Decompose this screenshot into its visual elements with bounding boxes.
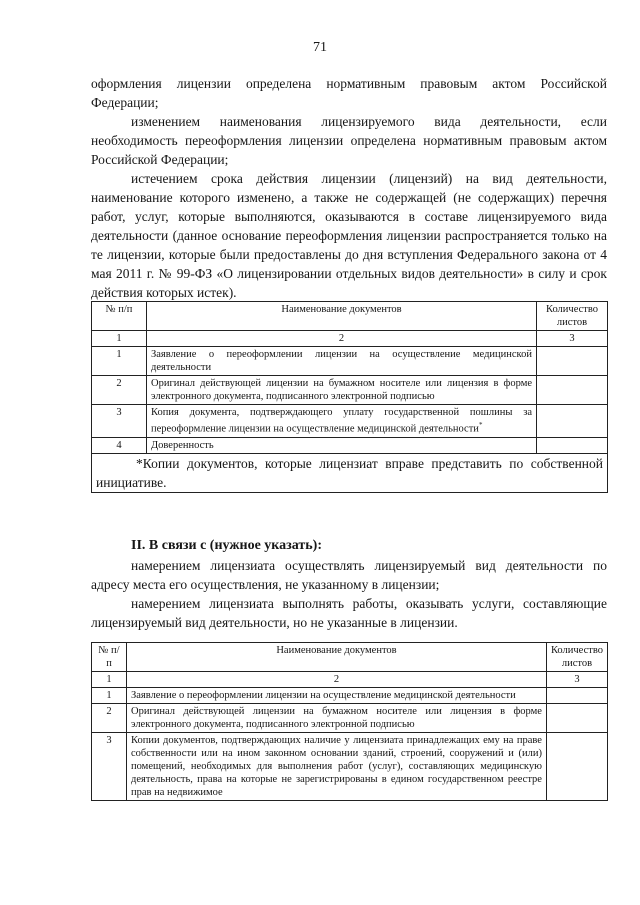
documents-table-1 <box>91 301 608 493</box>
table-row <box>92 688 608 704</box>
row-number: 1 <box>92 347 147 376</box>
column-header-documents: Наименование документов <box>127 643 547 672</box>
sheets-count <box>546 704 607 733</box>
table-row <box>92 376 608 405</box>
table-row <box>92 347 608 376</box>
column-header-sheets: Количество листов <box>546 643 607 672</box>
column-header-sheets: Количество листов <box>537 302 608 331</box>
table-header-row <box>92 643 608 672</box>
sheets-count <box>546 733 607 801</box>
paragraph-rename-activity: изменением наименования лицензируемого вида деятельности, если необходимость переоформления лицензии определена нормативным правовым актом Российской Федерации; <box>91 114 607 167</box>
column-header-number: № п/п <box>92 302 147 331</box>
sheets-count <box>537 347 608 376</box>
numbering-cell: 3 <box>546 672 607 688</box>
section-heading: II. В связи с (нужное указать): <box>131 538 323 553</box>
document-name: Заявление о переоформлении лицензии на осуществление медицинской деятельности <box>147 347 537 376</box>
document-name-text: Копия документа, подтверждающего уплату государственной пошлины за переоформление лицензии на осуществление медицинской деятельности <box>151 407 532 435</box>
sheets-count <box>546 688 607 704</box>
table-numbering-row <box>92 672 608 688</box>
numbering-cell: 2 <box>147 331 537 347</box>
row-number: 1 <box>92 688 127 704</box>
row-number: 4 <box>92 437 147 453</box>
sheets-count <box>537 405 608 438</box>
document-name: Доверенность <box>147 437 537 453</box>
footnote-text: *Копии документов, которые лицензиат вправе представить по собственной инициативе. <box>92 453 608 492</box>
table-header-row <box>92 302 608 331</box>
table-numbering-row <box>92 331 608 347</box>
footnote-marker: * <box>478 421 483 429</box>
paragraph-license-expiry: истечением срока действия лицензии (лицензий) на вид деятельности, наименование которого изменено, а также не содержащей (не содержащих) перечня работ, услуг, которые выполняются, оказываются в составе лицензируемого вида деятельности (данное основание переоформления лицензии распространяется только на те лицензии, которые были предоставлены до дня вступления Федерального закона от 4 мая 2011 г. № 99-ФЗ «О лицензировании отдельных видов деятельности» в силу и срок действия которых истек). <box>91 171 607 300</box>
column-header-documents: Наименование документов <box>147 302 537 331</box>
paragraph-new-services: намерением лицензиата выполнять работы, оказывать услуги, составляющие лицензируемый вид деятельности, но не указанные в лицензии. <box>91 596 607 630</box>
row-number: 2 <box>92 376 147 405</box>
sheets-count <box>537 437 608 453</box>
table-row <box>92 704 608 733</box>
paragraph-continuation: оформления лицензии определена нормативным правовым актом Российской Федерации; <box>91 76 607 110</box>
document-name <box>147 405 537 438</box>
row-number: 2 <box>92 704 127 733</box>
row-number: 3 <box>92 405 147 438</box>
numbering-cell: 1 <box>92 331 147 347</box>
document-name: Оригинал действующей лицензии на бумажном носителе или лицензия в форме электронного документа, подписанного электронной подписью <box>147 376 537 405</box>
table-row <box>92 733 608 801</box>
table-note-row <box>92 453 608 492</box>
sheets-count <box>537 376 608 405</box>
column-header-number: № п/п <box>92 643 127 672</box>
numbering-cell: 1 <box>92 672 127 688</box>
table-row <box>92 405 608 438</box>
page-number: 71 <box>313 40 327 55</box>
document-name: Копии документов, подтверждающих наличие у лицензиата принадлежащих ему на праве собственности или на ином законном основании зданий, строений, сооружений и (или) помещений, необходимых для выполнения работ (услуг), составляющих медицинскую деятельность, права на которые не зарегистрированы в едином государственном реестре прав на недвижимое <box>127 733 547 801</box>
paragraph-new-address: намерением лицензиата осуществлять лицензируемый вид деятельности по адресу места его осуществления, не указанному в лицензии; <box>91 558 607 592</box>
numbering-cell: 2 <box>127 672 547 688</box>
row-number: 3 <box>92 733 127 801</box>
document-name: Оригинал действующей лицензии на бумажном носителе или лицензия в форме электронного документа, подписанного электронной подписью <box>127 704 547 733</box>
numbering-cell: 3 <box>537 331 608 347</box>
document-name: Заявление о переоформлении лицензии на осуществление медицинской деятельности <box>127 688 547 704</box>
documents-table-2 <box>91 642 608 801</box>
table-row <box>92 437 608 453</box>
